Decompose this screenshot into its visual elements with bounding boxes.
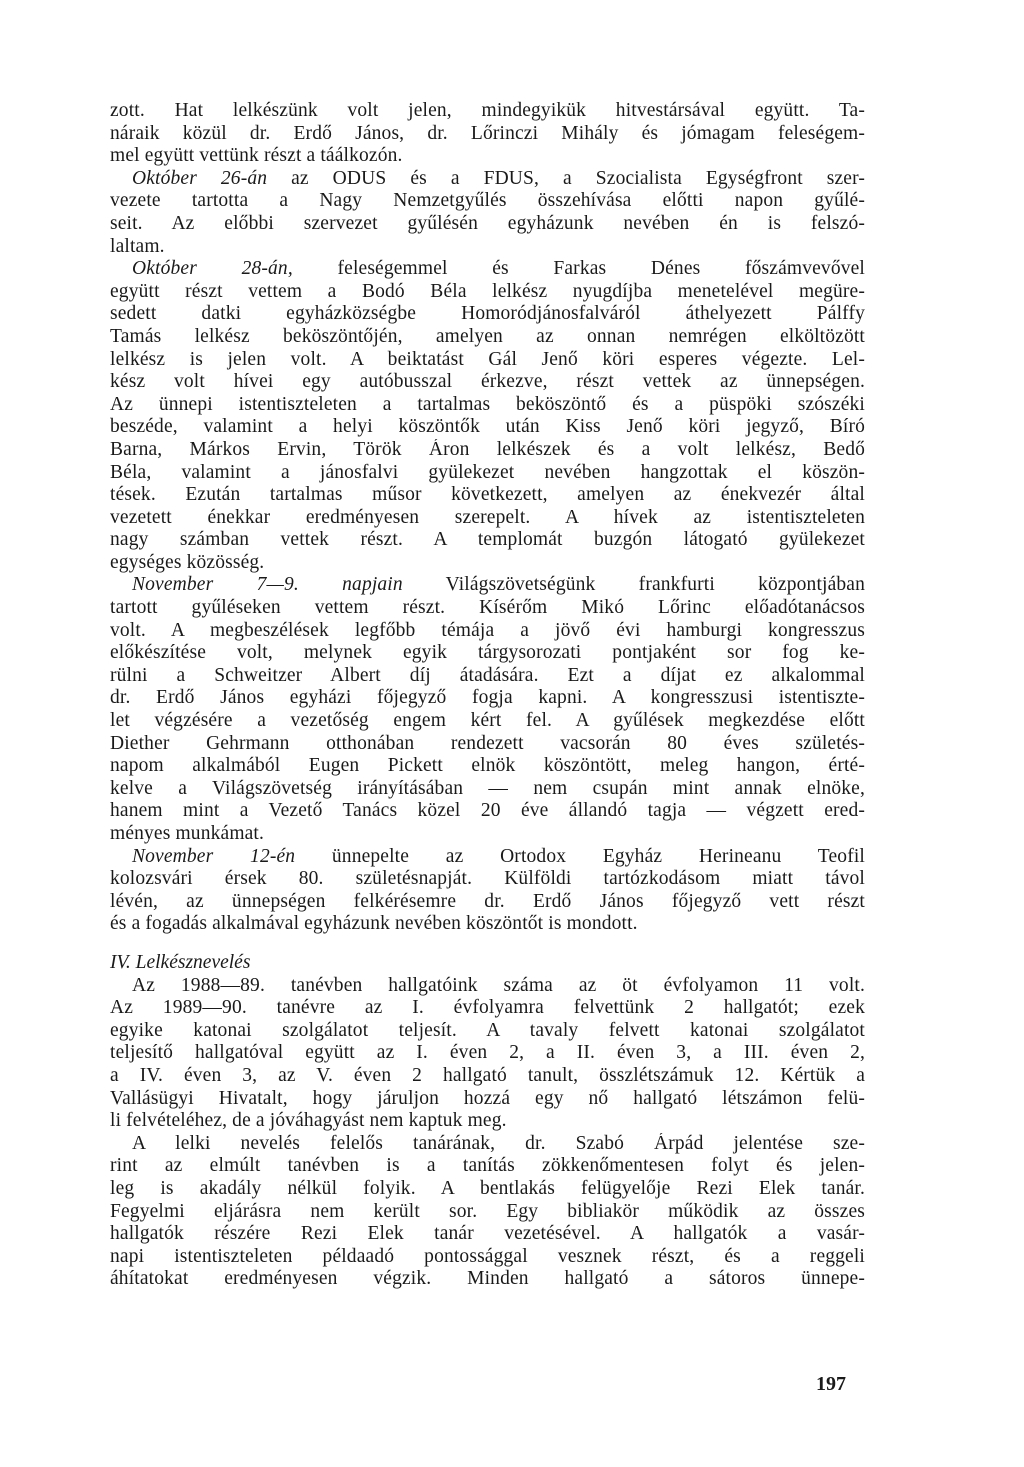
line-text: és a fogadás alkalmával egyházunk nevében köszöntőt is mondott. bbox=[110, 913, 638, 935]
text-line bbox=[110, 213, 865, 236]
line-text: ményes munkámat. bbox=[110, 823, 265, 844]
text-line bbox=[110, 190, 865, 213]
line-text: Fegyelmi eljárásra nem került sor. Egy bibliakör működik az összes bbox=[110, 1200, 865, 1222]
line-text: volt. A megbeszélések legfőbb témája a jövő évi hamburgi kongresszus bbox=[110, 619, 865, 641]
text-block-2 bbox=[110, 975, 865, 1291]
text-line bbox=[110, 891, 865, 914]
section-gap bbox=[110, 936, 865, 952]
line-text: Vallásügyi Hivatalt, hogy járuljon hozzá egy nő hallgató létszámon felü- bbox=[110, 1087, 865, 1109]
line-text: tések. Ezután tartalmas műsor következett, amelyen az énekvezér által bbox=[110, 484, 865, 506]
line-text: seit. Az előbbi szervezet gyűlésén egyházunk nevében én is felszó- bbox=[110, 212, 865, 234]
text-line bbox=[110, 1246, 865, 1269]
text-line bbox=[110, 394, 865, 417]
line-text: tartott gyűléseken vettem részt. Kísérőm Mikó Lőrinc előadótanácsos bbox=[110, 597, 865, 619]
text-line bbox=[110, 1110, 865, 1133]
line-text: lévén, az ünnepségen felkérésemre dr. Erdő János főjegyző vett részt bbox=[110, 890, 865, 912]
line-text: hanem mint a Vezető Tanács közel 20 éve állandó tagja — végzett ered- bbox=[110, 800, 865, 822]
line-text: mel együtt vettünk részt a táálkozón. bbox=[110, 145, 403, 167]
text-line bbox=[110, 326, 865, 349]
text-line bbox=[110, 484, 865, 507]
text-line bbox=[110, 800, 865, 823]
line-text: napom alkalmából Eugen Pickett elnök köszöntött, meleg hangon, érté- bbox=[110, 755, 865, 777]
date-lead: November 12-én bbox=[132, 845, 296, 867]
text-line bbox=[110, 1178, 865, 1201]
date-lead: Október 26-án bbox=[132, 167, 268, 189]
text-block-1 bbox=[110, 100, 865, 936]
text-line bbox=[110, 123, 865, 146]
text-line bbox=[110, 597, 865, 620]
line-text: rint az elmúlt tanévben is a tanítás zökkenőmentesen folyt és jelen- bbox=[110, 1155, 865, 1177]
line-text: kolozsvári érsek 80. születésnapját. Külföldi tartózkodásom miatt távol bbox=[110, 868, 865, 890]
text-line bbox=[110, 303, 865, 326]
text-line bbox=[110, 416, 865, 439]
text-line bbox=[110, 778, 865, 801]
text-line bbox=[110, 439, 865, 462]
line-text: a IV. éven 3, az V. éven 2 hallgató tanult, összlétszámuk 12. Kértük a bbox=[110, 1064, 865, 1086]
text-line bbox=[110, 1020, 865, 1043]
text-line bbox=[110, 755, 865, 778]
text-line bbox=[110, 997, 865, 1020]
line-text: zott. Hat lelkészünk volt jelen, mindegyikük hitvestársával együtt. Ta- bbox=[110, 100, 865, 121]
line-text: egységes közösség. bbox=[110, 551, 265, 573]
line-text: beszéde, valamint a helyi köszöntők után Kiss Jenő köri jegyző, Bíró bbox=[110, 416, 865, 438]
text-line bbox=[110, 975, 865, 998]
line-text: Az ünnepi istentiszteleten a tartalmas beköszöntő és a püspöki szószéki bbox=[110, 393, 865, 415]
text-line bbox=[110, 1088, 865, 1111]
line-text: ünnepelte az Ortodox Egyház Herineanu Teofil bbox=[295, 845, 865, 867]
text-line bbox=[110, 371, 865, 394]
text-line bbox=[110, 1042, 865, 1065]
line-text: teljesítő hallgatóval együtt az I. éven 2, a II. éven 3, a III. éven 2, bbox=[110, 1042, 865, 1064]
line-text: let végzésére a vezetőség engem kért fel. A gyűlések megkezdése előtt bbox=[110, 710, 865, 732]
text-line bbox=[110, 1268, 865, 1291]
line-text: dr. Erdő János egyházi főjegyző fogja kapni. A kongresszusi istentiszte- bbox=[110, 687, 865, 709]
line-text: napi istentiszteleten példaadó pontossággal vesznek részt, és a reggeli bbox=[110, 1245, 865, 1267]
line-text: náraik közül dr. Erdő János, dr. Lőrinczi Mihály és jómagam feleségem- bbox=[110, 122, 865, 144]
line-text: Béla, valamint a jánosfalvi gyülekezet nevében hangzottak el köszön- bbox=[110, 461, 865, 483]
date-lead: Október 28-án, bbox=[132, 258, 293, 280]
line-text: li felvételéhez, de a jóváhagyást nem kaptuk meg. bbox=[110, 1110, 507, 1132]
line-text: Tamás lelkész beköszöntőjén, amelyen az onnan nemrégen elköltözött bbox=[110, 325, 865, 347]
line-text: rülni a Schweitzer Albert díj átadására. Ezt a díjat ez alkalommal bbox=[110, 664, 865, 686]
text-line bbox=[110, 100, 865, 123]
section-heading: IV. Lelkésznevelés bbox=[110, 951, 251, 973]
text-line bbox=[110, 236, 865, 259]
text-line bbox=[110, 620, 865, 643]
line-text: leg is akadály nélkül folyik. A bentlakás felügyelője Rezi Elek tanár. bbox=[110, 1177, 865, 1199]
line-text: egyike katonai szolgálatot teljesít. A tavaly felvett katonai szolgálatot bbox=[110, 1019, 865, 1041]
text-line bbox=[110, 665, 865, 688]
text-line bbox=[110, 642, 865, 665]
line-text: áhítatokat eredményesen végzik. Minden hallgató a sátoros ünnepe- bbox=[110, 1268, 865, 1290]
text-line bbox=[110, 687, 865, 710]
line-text: nagy számban vettek részt. A templomát buzgón látogató gyülekezet bbox=[110, 529, 865, 551]
line-text: feleségemmel és Farkas Dénes főszámvevővel bbox=[292, 258, 865, 280]
text-line bbox=[110, 574, 865, 597]
line-text: Az 1988—89. tanévben hallgatóink száma az öt évfolyamon 11 volt. bbox=[132, 974, 865, 996]
date-lead: November 7—9. napjain bbox=[132, 574, 403, 596]
line-text: A lelki nevelés felelős tanárának, dr. Szabó Árpád jelentése sze- bbox=[132, 1132, 865, 1154]
text-line bbox=[110, 913, 865, 936]
text-line bbox=[110, 168, 865, 191]
line-text: vezetett énekkar eredményesen szerepelt. A hívek az istentiszteleten bbox=[110, 506, 865, 528]
line-text: lelkész is jelen volt. A beiktatást Gál Jenő köri esperes végezte. Lel- bbox=[110, 348, 865, 370]
text-line bbox=[110, 349, 865, 372]
text-line bbox=[110, 462, 865, 485]
text-line bbox=[110, 823, 865, 846]
text-line bbox=[110, 145, 865, 168]
line-text: kelve a Világszövetség irányításában — nem csupán mint annak elnöke, bbox=[110, 777, 865, 799]
page-number: 197 bbox=[816, 1373, 846, 1395]
page-body bbox=[110, 100, 865, 1291]
text-line bbox=[110, 281, 865, 304]
text-line bbox=[110, 1201, 865, 1224]
line-text: az ODUS és a FDUS, a Szocialista Egységfront szer- bbox=[267, 167, 865, 189]
line-text: laltam. bbox=[110, 235, 165, 257]
text-line bbox=[110, 1155, 865, 1178]
line-text: együtt részt vettem a Bodó Béla lelkész nyugdíjba menetelével megüre- bbox=[110, 280, 865, 302]
text-line bbox=[110, 1065, 865, 1088]
line-text: sedett datki egyházközségbe Homoródjánosfalváról áthelyezett Pálffy bbox=[110, 303, 865, 325]
line-text: Világszövetségünk frankfurti központjában bbox=[402, 574, 865, 596]
text-line bbox=[110, 868, 865, 891]
text-line bbox=[110, 1223, 865, 1246]
text-line bbox=[110, 258, 865, 281]
text-line bbox=[110, 1133, 865, 1156]
line-text: Az 1989—90. tanévre az I. évfolyamra felvettünk 2 hallgatót; ezek bbox=[110, 997, 865, 1019]
text-line bbox=[110, 710, 865, 733]
line-text: hallgatók részére Rezi Elek tanár vezetésével. A hallgatók a vasár- bbox=[110, 1223, 865, 1245]
line-text: előkészítése volt, melynek egyik tárgysorozati pontjaként sor fog ke- bbox=[110, 642, 865, 664]
text-line bbox=[110, 507, 865, 530]
text-line bbox=[110, 529, 865, 552]
text-line bbox=[110, 846, 865, 869]
line-text: kész volt hívei egy autóbusszal érkezve, részt vettek az ünnepségen. bbox=[110, 371, 865, 393]
text-line bbox=[110, 733, 865, 756]
line-text: Diether Gehrmann otthonában rendezett vacsorán 80 éves születés- bbox=[110, 732, 865, 754]
text-line bbox=[110, 552, 865, 575]
line-text: Barna, Márkos Ervin, Török Áron lelkészek és a volt lelkész, Bedő bbox=[110, 438, 865, 460]
line-text: vezete tartotta a Nagy Nemzetgyűlés összehívása előtti napon gyűlé- bbox=[110, 190, 865, 212]
